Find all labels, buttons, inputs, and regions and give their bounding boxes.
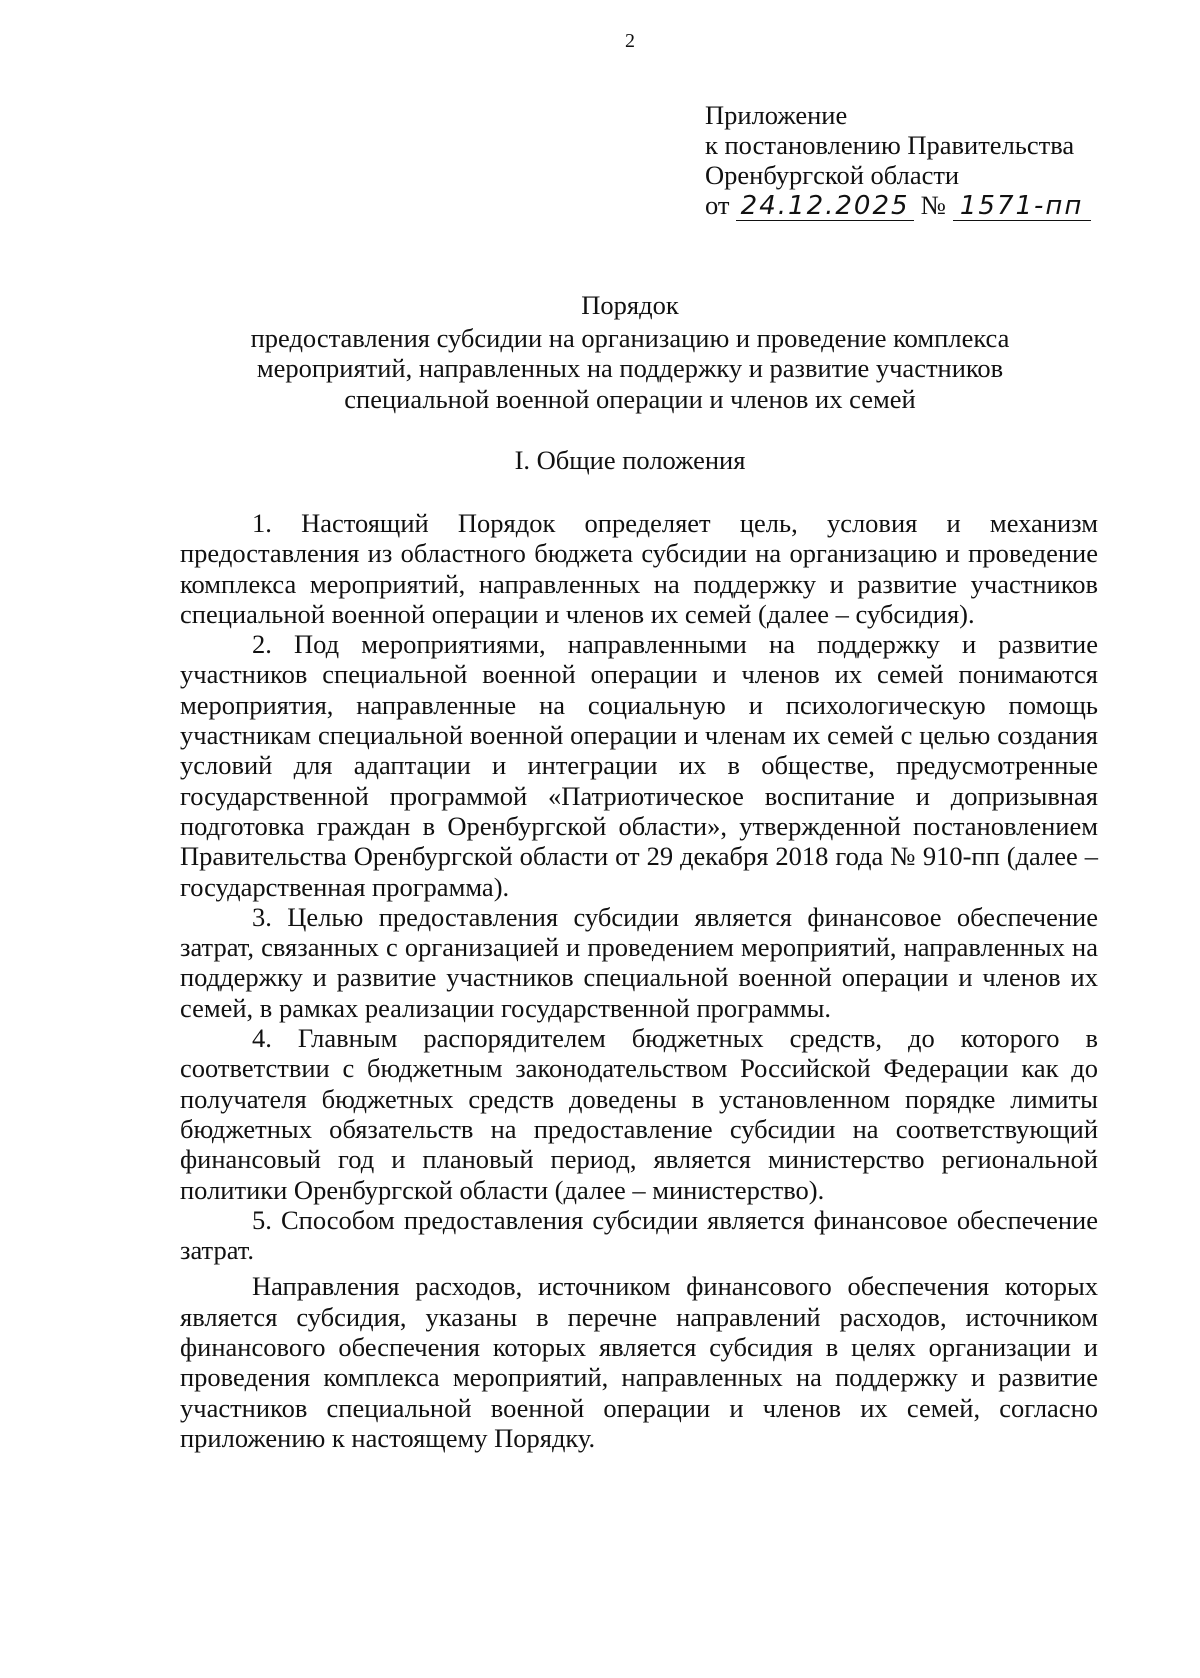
title-line-2: мероприятий, направленных на поддержку и развитие участников bbox=[256, 353, 1004, 383]
appendix-line-2: к постановлению Правительства bbox=[705, 130, 1075, 160]
paragraph-4: 4. Главным распорядителем бюджетных средств, до которого в соответствии с бюджетным законодательством Российской Федерации как до получателя бюджетных средств доведены в установленном порядке лимиты бюджетных обязательств на предоставление субсидии на соответствующий финансовый год и плановый период, является министерство региональной политики Оренбургской области (далее – министерство). bbox=[180, 1023, 1098, 1205]
appendix-line-1: Приложение bbox=[705, 100, 848, 130]
appendix-line-3: Оренбургской области bbox=[705, 160, 960, 190]
title-main: Порядок bbox=[581, 290, 679, 320]
paragraph-2: 2. Под мероприятиями, направленными на поддержку и развитие участников специальной военной операции и членов их семей понимаются мероприятия, направленные на социальную и психологическую помощь участникам специальной военной операции и членам их семей с целью создания условий для адаптации и интеграции их в обществе, предусмотренные государственной программой «Патриотическое воспитание и допризывная подготовка граждан в Оренбургской области», утвержденной постановлением Правительства Оренбургской области от 29 декабря 2018 года № 910-пп (далее – государственная программа). bbox=[180, 629, 1098, 902]
title-line-3: специальной военной операции и членов их семей bbox=[344, 383, 916, 414]
handwritten-number: 1571-пп bbox=[953, 192, 1091, 221]
appendix-date-line bbox=[705, 190, 1091, 221]
paragraph-3: 3. Целью предоставления субсидии является финансовое обеспечение затрат, связанных с организацией и проведением мероприятий, направленных на поддержку и развитие участников специальной военной операции и членов их семей, в рамках реализации государственной программы. bbox=[180, 901, 1098, 1023]
body-text bbox=[180, 508, 1098, 1453]
number-prefix: № bbox=[920, 190, 947, 220]
document-title bbox=[180, 290, 1080, 414]
page-number: 2 bbox=[625, 30, 635, 52]
paragraph-5: 5. Способом предоставления субсидии является финансовое обеспечение затрат. bbox=[180, 1204, 1098, 1266]
date-prefix: от bbox=[705, 190, 730, 220]
paragraph-1: 1. Настоящий Порядок определяет цель, условия и механизм предоставления из областного бюджета субсидии на организацию и проведение комплекса мероприятий, направленных на поддержку и развитие участников специальной военной операции и членов их семей (далее – субсидия). bbox=[180, 508, 1098, 629]
paragraph-6: Направления расходов, источником финансового обеспечения которых является субсидия, указаны в перечне направлений расходов, источником финансового обеспечения которых является субсидия в целях организации и проведения комплекса мероприятий, направленных на поддержку и развитие участников специальной военной операции и членов их семей, согласно приложению к настоящему Порядку. bbox=[180, 1271, 1098, 1453]
section-heading: I. Общие положения bbox=[514, 445, 746, 475]
appendix-block bbox=[705, 100, 1091, 221]
handwritten-date: 24.12.2025 bbox=[736, 192, 914, 221]
title-line-1: предоставления субсидии на организацию и проведение комплекса bbox=[250, 322, 1010, 353]
